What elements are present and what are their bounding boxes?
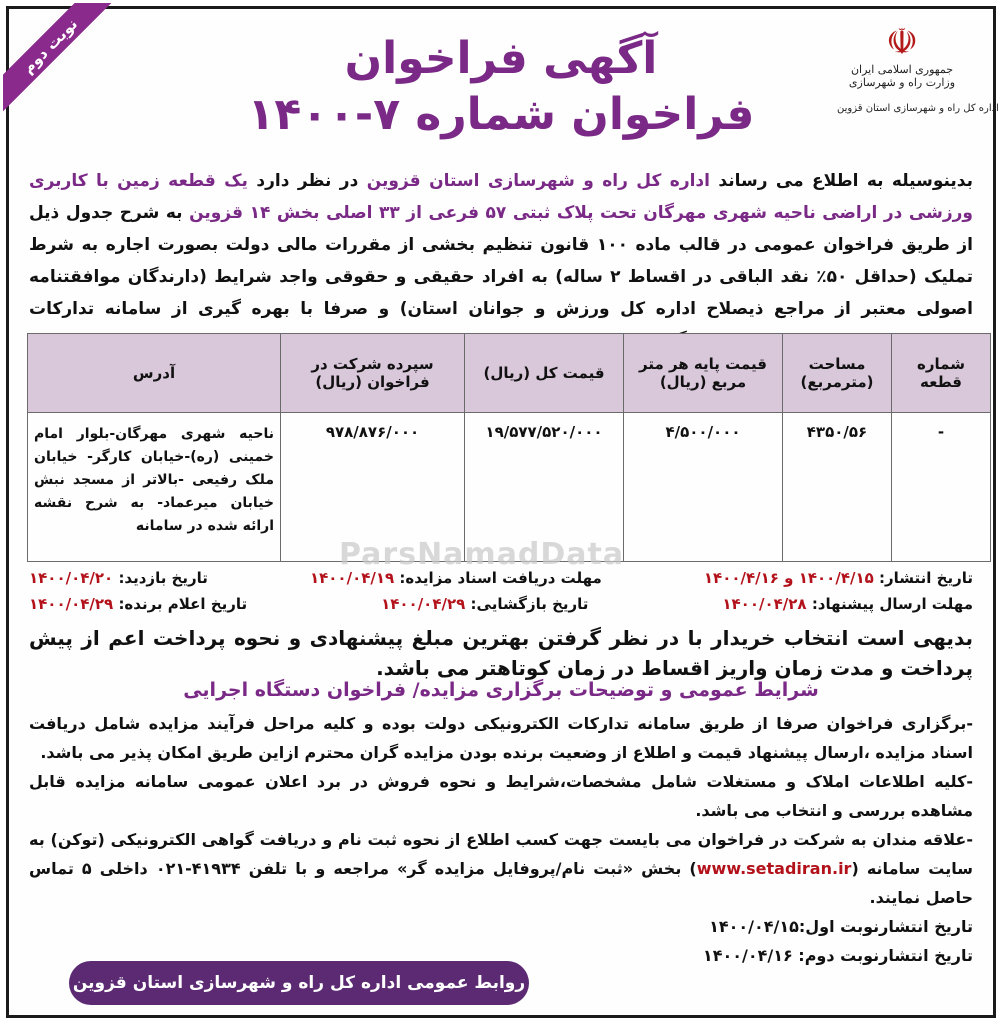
winner-label: تاریخ اعلام برنده: — [118, 595, 248, 613]
logo-line-1: جمهوری اسلامی ایران — [850, 63, 954, 76]
table-header: شماره قطعه — [892, 334, 991, 413]
intro-org: اداره کل راه و شهرسازی استان قزوین — [366, 171, 710, 191]
table-header: آدرس — [28, 334, 281, 413]
offer-value: ۱۴۰۰/۰۴/۲۸ — [722, 595, 807, 613]
visit-value: ۱۴۰۰/۰۴/۲۰ — [29, 569, 114, 587]
open-label: تاریخ بازگشایی: — [470, 595, 589, 613]
intro-paragraph — [29, 165, 973, 357]
table-cell: ۴/۵۰۰/۰۰۰ — [624, 413, 783, 562]
dates-block — [29, 565, 973, 617]
publish-date-first: تاریخ انتشارنوبت اول:۱۴۰۰/۰۴/۱۵ — [709, 917, 973, 936]
condition-item — [29, 825, 973, 912]
publish-date-second: تاریخ انتشارنوبت دوم: ۱۴۰۰/۰۴/۱۶ — [702, 946, 973, 965]
intro-part-3: به شرح جدول ذیل از طریق فراخوان عمومی در قالب ماده ۱۰۰ قانون تنظیم بخشی از مقررات مالی دولت بصورت اجاره به شرط تملیک (حداقل ۵۰٪ نقد الباقی در اقساط ۲ ساله) به افراد حقیقی و حقوقی واجد شرایط (دارندگان موافقتنامه اصولی معتبر از مراجع ذیصلاح اداره کل ورزش و جوانان استان) و صرفا با بهره گیری از سامانه تدارکات — [29, 203, 974, 319]
intro-land: یک قطعه زمین با کاربری ورزشی در اراضی ناحیه شهری مهرگان تحت پلاک ثبتی ۵۷ فرعی از ۳۳ اصلی بخش ۱۴ قزوین — [29, 171, 973, 223]
table-header: قیمت کل (ریال) — [465, 334, 624, 413]
winner-value: ۱۴۰۰/۰۴/۲۹ — [29, 595, 114, 613]
intro-part-1: بدینوسیله به اطلاع می رساند — [718, 171, 974, 191]
advertisement-frame — [6, 6, 999, 1018]
publish-value: ۱۴۰۰/۴/۱۵ و ۱۴۰۰/۴/۱۶ — [703, 569, 874, 587]
table-cell-address: ناحیه شهری مهرگان-بلوار امام خمینی (ره)-خیابان کارگر- خیابان ملک رفیعی -بالاتر از مسجد نبش خیابان میرعماد- به شرح نقشه ارائه شده در سامانه — [28, 413, 281, 562]
setadiran-link[interactable]: www.setadiran.ir — [696, 859, 852, 878]
condition-item: -کلیه اطلاعات املاک و مستغلات شامل مشخصات،شرایط و نحوه فروش در برد اعلان عمومی سامانه مزایده قابل مشاهده بررسی و انتخاب می باشد. — [29, 772, 973, 820]
ribbon-label: نوبت دوم — [3, 3, 119, 115]
dates-row-1 — [29, 565, 973, 591]
watermark: ParsNamadData — [339, 537, 625, 572]
condition-item: -برگزاری فراخوان صرفا از طریق سامانه تدارکات الکترونیکی دولت بوده و کلیه مراحل فرآیند مزایده شامل دریافت اسناد مزایده ،ارسال پیشنهاد قیمت و اطلاع از وضعیت برنده بودن مزایده گران محترم ازاین طریق امکان پذیر می باشد. — [29, 714, 973, 762]
parcel-table — [27, 333, 991, 562]
intro-part-2: در نظر دارد — [256, 171, 359, 191]
condition-text: -علاقه مندان به شرکت در فراخوان می بایست جهت کسب اطلاع از نحوه ثبت نام و دریافت گواهی الکترونیکی (توکن) به سایت سامانه ( — [29, 830, 973, 878]
visit-label: تاریخ بازدید: — [118, 569, 208, 587]
table-header: قیمت پایه هر متر مربع (ریال) — [624, 334, 783, 413]
logo-line-3: اداره کل راه و شهرسازی استان قزوین — [837, 103, 999, 114]
conditions-body — [29, 709, 973, 970]
docs-label: مهلت دریافت اسناد مزایده: — [399, 569, 602, 587]
table-header: مساحت (مترمربع) — [783, 334, 892, 413]
iran-emblem-icon: ☫ — [885, 22, 919, 63]
table-header-row — [28, 334, 991, 413]
page-title: آگهی فراخوان — [344, 33, 658, 84]
docs-value: ۱۴۰۰/۰۴/۱۹ — [309, 569, 395, 587]
table-header: سپرده شرکت در فراخوان (ریال) — [281, 334, 465, 413]
logo-line-2: وزارت راه و شهرسازی — [848, 76, 956, 89]
condition-text: ) بخش «ثبت نام/پروفایل مزایده گر» مراجعه و با تلفن ۴۱۹۳۴-۰۲۱ داخلی ۵ تماس حاصل نمایند. — [29, 859, 973, 907]
table-cell: ۱۹/۵۷۷/۵۲۰/۰۰۰ — [465, 413, 624, 562]
dates-row-2 — [29, 591, 973, 617]
page-subtitle: فراخوان شماره ۷-۱۴۰۰ — [247, 89, 755, 140]
footer-banner: روابط عمومی اداره کل راه و شهرسازی استان قزوین — [69, 961, 529, 1005]
conditions-title: شرایط عمومی و توضیحات برگزاری مزایده/ فراخوان دستگاه اجرایی — [183, 679, 819, 701]
publish-label: تاریخ انتشار: — [879, 569, 973, 587]
open-value: ۱۴۰۰/۰۴/۲۹ — [381, 595, 466, 613]
selection-notice: بدیهی است انتخاب خریدار با در نظر گرفتن بهترین مبلغ پیشنهادی و نحوه پرداخت اعم از پیش پرداخت و مدت زمان واریز اقساط در زمان کوتاهتر می باشد. — [29, 626, 973, 680]
table-cell: - — [892, 413, 991, 562]
table-cell: ۹۷۸/۸۷۶/۰۰۰ — [281, 413, 465, 562]
offer-label: مهلت ارسال پیشنهاد: — [811, 595, 973, 613]
table-cell: ۴۳۵۰/۵۶ — [783, 413, 892, 562]
